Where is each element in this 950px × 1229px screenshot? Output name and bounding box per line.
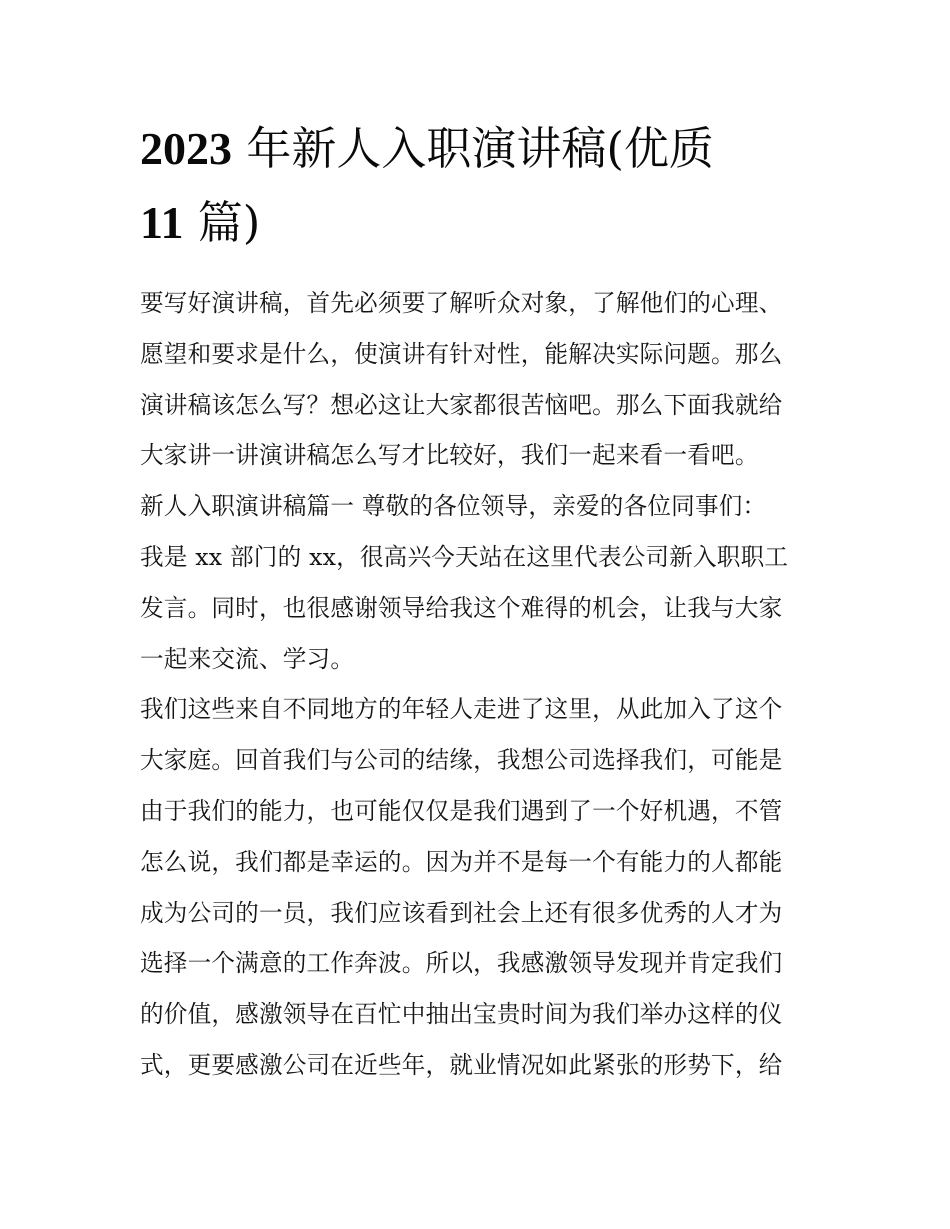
title-text-line1: 年新人入职演讲稿(优质	[246, 122, 714, 175]
body-line: 一起来交流、学习。	[140, 644, 355, 673]
body-line: 大家庭。回首我们与公司的结缘，我想公司选择我们，可能是	[140, 746, 783, 775]
document-title	[140, 112, 820, 260]
body-line: 由于我们的能力，也可能仅仅是我们遇到了一个好机遇，不管	[140, 796, 783, 825]
document-body	[140, 282, 820, 1095]
body-line: 我们这些来自不同地方的年轻人走进了这里，从此加入了这个	[140, 695, 783, 724]
body-line: 的价值，感激领导在百忙中抽出宝贵时间为我们举办这样的仪	[140, 1000, 783, 1029]
body-line: 怎么说，我们都是幸运的。因为并不是每一个有能力的人都能	[140, 847, 783, 876]
body-line: 发言。同时，也很感谢领导给我这个难得的机会，让我与大家	[140, 593, 783, 622]
body-line: 要写好演讲稿，首先必须要了解听众对象，了解他们的心理、	[140, 289, 783, 317]
title-count: 11	[140, 197, 184, 248]
body-line: 愿望和要求是什么，使演讲有针对性，能解决实际问题。那么	[140, 339, 783, 368]
body-line: 演讲稿该怎么写？想必这让大家都很苦恼吧。那么下面我就给	[140, 390, 783, 419]
body-line: 式，更要感激公司在近些年，就业情况如此紧张的形势下，给	[140, 1050, 783, 1079]
title-text-line2: 篇)	[197, 196, 261, 249]
body-line: 选择一个满意的工作奔波。所以，我感激领导发现并肯定我们	[140, 949, 783, 978]
body-line: 大家讲一讲演讲稿怎么写才比较好，我们一起来看一看吧。	[140, 441, 759, 470]
body-line: 我是 xx 部门的 xx，很高兴今天站在这里代表公司新入职职工	[140, 542, 789, 571]
section-heading-line: 新人入职演讲稿篇一 尊敬的各位领导，亲爱的各位同事们：	[140, 492, 767, 521]
title-year: 2023	[140, 123, 232, 174]
body-line: 成为公司的一员，我们应该看到社会上还有很多优秀的人才为	[140, 898, 783, 927]
